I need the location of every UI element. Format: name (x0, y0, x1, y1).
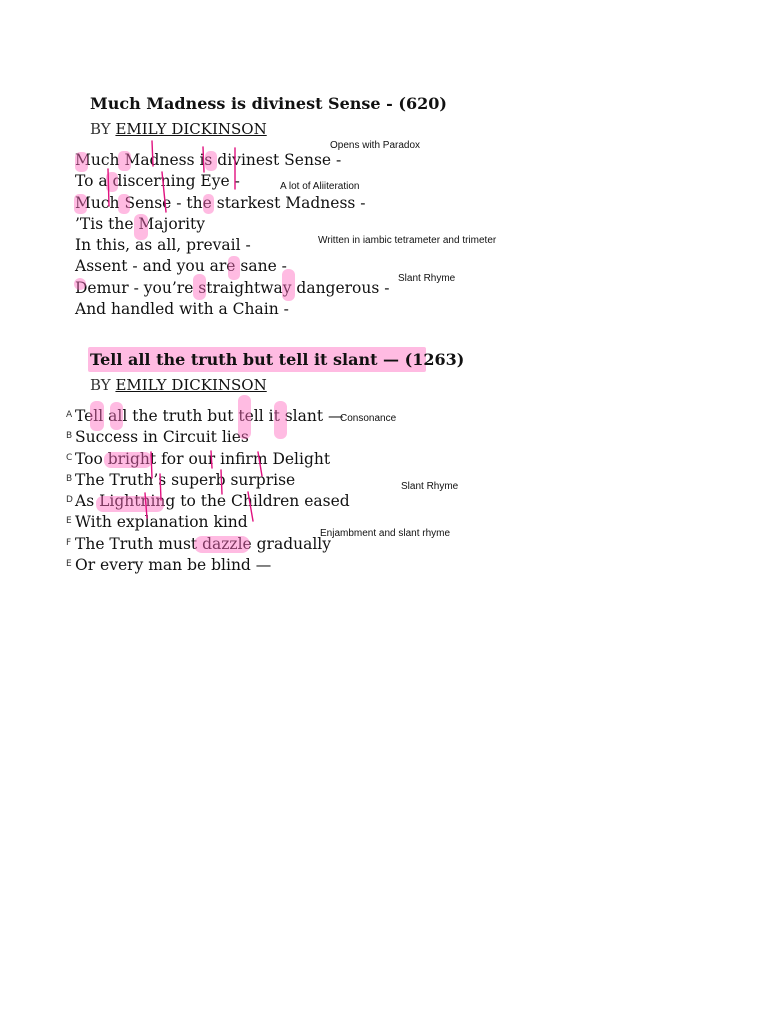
rhyme-scheme-letter: D (66, 495, 73, 506)
annotation-slant-rhyme: Slant Rhyme (398, 273, 456, 284)
annotation-meter: Written in iambic tetrameter and trimeter (318, 235, 497, 246)
byline (90, 119, 267, 139)
rhyme-scheme-letter: B (66, 473, 73, 484)
poem-line-text: With explanation kind (75, 513, 248, 532)
poem-line-text: The Truth’s superb surprise (75, 470, 296, 489)
author-link[interactable]: EMILY DICKINSON (115, 376, 267, 394)
poem-line (66, 512, 350, 533)
annotation-consonance: Consonance (340, 413, 397, 424)
rhyme-scheme-letter: F (66, 537, 72, 548)
poem-line (66, 427, 350, 448)
poem-line-text: The Truth must dazzle gradually (75, 534, 332, 553)
annotation-enjambment: Enjambment and slant rhyme (320, 528, 451, 539)
poem-line: To a discerning Eye - (75, 172, 240, 191)
poem-line: And handled with a Chain - (75, 300, 289, 319)
poem-line: ’Tis the Majority (75, 214, 206, 233)
author-link[interactable]: EMILY DICKINSON (115, 120, 267, 138)
poem-line: Much Madness is divinest Sense - (75, 151, 342, 169)
rhyme-scheme-letter: C (66, 452, 73, 463)
poem-line (66, 470, 350, 491)
poem-line-text: As Lightning to the Children eased (75, 492, 350, 511)
poem-line (66, 449, 350, 470)
poem-title: Much Madness is divinest Sense - (620) (90, 94, 447, 113)
poem-line-text: Success in Circuit lies (75, 428, 249, 447)
poem-line: Demur - you’re straightway dangerous - (75, 278, 390, 297)
poem-line-text: Too bright for our infirm Delight (75, 449, 331, 468)
rhyme-scheme-letter: E (66, 516, 72, 527)
byline-prefix: BY (90, 376, 116, 394)
poem-line-text: Or every man be blind — (75, 556, 272, 575)
annotation-slant-rhyme: Slant Rhyme (401, 481, 459, 492)
poem-line (66, 491, 350, 512)
poem-line: Assent - and you are sane - (75, 257, 287, 276)
byline-prefix: BY (90, 120, 116, 138)
rhyme-scheme-letter: E (66, 559, 72, 570)
poem-line (66, 534, 350, 555)
poem-stanza (66, 406, 350, 576)
poem-line (66, 406, 350, 427)
rhyme-scheme-letter: A (66, 410, 73, 420)
poem-line (66, 555, 350, 576)
rhyme-scheme-letter: B (66, 431, 73, 442)
poem-line: In this, as all, prevail - (75, 236, 251, 255)
byline (90, 375, 267, 395)
poem-line: Much Sense - the starkest Madness - (75, 193, 366, 212)
poem-title: Tell all the truth but tell it slant — (1263) (90, 350, 465, 369)
poem-line-text: Tell all the truth but tell it slant — (75, 407, 344, 425)
annotation-alliteration: A lot of Aliiteration (280, 181, 360, 192)
annotation-paradox: Opens with Paradox (330, 140, 421, 151)
